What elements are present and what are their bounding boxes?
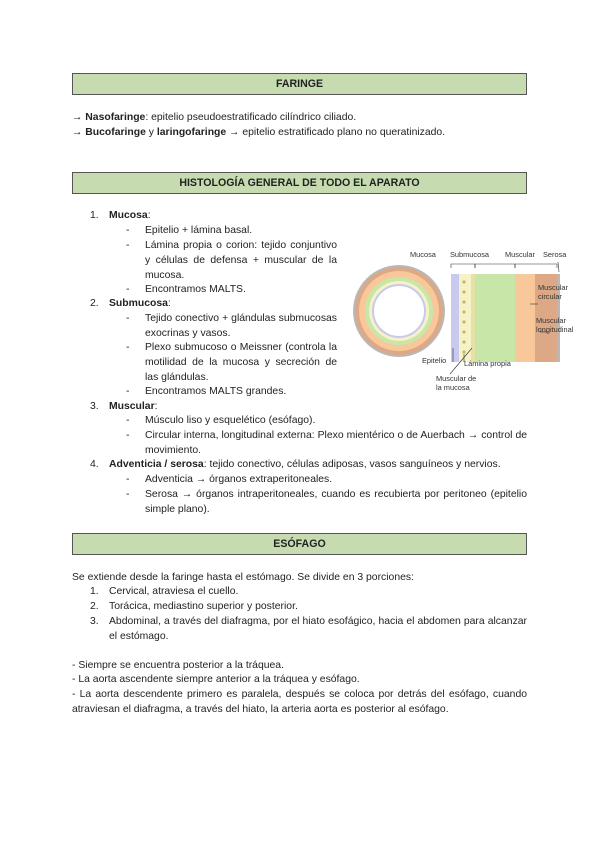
dash: - bbox=[126, 342, 130, 353]
label-muscular-circular: Muscular circular bbox=[538, 283, 568, 301]
item-number: 2. bbox=[90, 298, 99, 309]
item-rest: : bbox=[154, 401, 158, 412]
portion-abdominal: Abdominal, a través del diafragma, por el hiato esofágico, hacia el abdomen para alcanzar el estómago. bbox=[109, 616, 527, 642]
dash: - bbox=[126, 415, 130, 426]
term-nasofaringe: Nasofaringe bbox=[85, 112, 146, 123]
item-submucosa bbox=[109, 297, 171, 312]
bucofaringe-line bbox=[72, 126, 445, 141]
label-lamina-propia: Lámina propia bbox=[464, 359, 511, 368]
item-term: Submucosa bbox=[109, 298, 168, 309]
section-title: FARINGE bbox=[275, 78, 324, 90]
item-term: Adventicia / serosa bbox=[109, 459, 204, 470]
label-submucosa: Submucosa bbox=[450, 250, 490, 259]
item-number: 1. bbox=[90, 586, 99, 597]
sub-item: Serosa → órganos intraperitoneales, cuando es recubierta por peritoneo (epitelio simple plano). bbox=[145, 489, 527, 515]
item-mucosa bbox=[109, 209, 151, 224]
lumen bbox=[374, 286, 424, 336]
dash: - bbox=[126, 474, 130, 485]
dash: - bbox=[126, 489, 130, 500]
label-muscular-longitudinal: Muscular longitudinal bbox=[536, 316, 574, 334]
note: - La aorta ascendente siempre anterior a la tráquea y esófago. bbox=[72, 674, 360, 685]
sub-item: Plexo submucoso o Meissner (controla la motilidad de la mucosa y secreción de las glándulas. bbox=[145, 342, 337, 383]
item-rest: : bbox=[147, 210, 151, 221]
dash: - bbox=[126, 240, 130, 251]
sub-item: Encontramos MALTS. bbox=[145, 284, 246, 295]
item-term: Mucosa bbox=[109, 210, 148, 221]
dash: - bbox=[126, 225, 130, 236]
section-title: HISTOLOGÍA GENERAL DE TODO EL APARATO bbox=[179, 177, 420, 189]
item-number: 2. bbox=[90, 601, 99, 612]
label-muscular-mucosa: Muscular de la mucosa bbox=[436, 374, 477, 392]
esofago-intro: Se extiende desde la faringe hasta el estómago. Se divide en 3 porciones: bbox=[72, 572, 414, 583]
dash: - bbox=[126, 313, 130, 324]
item-rest: : bbox=[167, 298, 171, 309]
sub-item: Tejido conectivo + glándulas submucosas exocrinas y vasos. bbox=[145, 313, 337, 339]
label-serosa: Serosa bbox=[543, 250, 567, 259]
term-laringofaringe: laringofaringe bbox=[156, 127, 227, 138]
connector: y bbox=[145, 127, 157, 138]
section-header-esofago bbox=[72, 533, 527, 555]
layer-epitelio bbox=[451, 274, 459, 362]
layer-circular bbox=[515, 274, 535, 362]
section-header-faringe bbox=[72, 73, 527, 95]
section-header-histologia bbox=[72, 172, 527, 194]
term-bucofaringe: Bucofaringe bbox=[85, 127, 146, 138]
item-number: 3. bbox=[90, 401, 99, 412]
layer-lamina bbox=[459, 274, 471, 362]
sub-item: Adventicia → órganos extraperitoneales. bbox=[145, 474, 333, 485]
note: - La aorta descendente primero es paralela, después se coloca por detrás del esófago, cuando atraviesan el diafragma, a través del hiato, la arteria aorta es posterior al esófago. bbox=[72, 689, 527, 715]
label-mucosa: Mucosa bbox=[410, 250, 436, 259]
description: → epitelio estratificado plano no queratinizado. bbox=[226, 127, 446, 138]
dash: - bbox=[126, 386, 130, 397]
arrow: → bbox=[72, 112, 83, 123]
sub-item: Encontramos MALTS grandes. bbox=[145, 386, 287, 397]
nasofaringe-line bbox=[72, 111, 356, 126]
layer-submucosa bbox=[475, 274, 515, 362]
cross-section bbox=[353, 265, 445, 357]
item-number: 1. bbox=[90, 210, 99, 221]
item-muscular bbox=[109, 400, 158, 415]
item-rest: : tejido conectivo, células adiposas, vasos sanguíneos y nervios. bbox=[203, 459, 501, 470]
histology-diagram bbox=[350, 244, 574, 396]
item-term: Muscular bbox=[109, 401, 155, 412]
portion-cervical: Cervical, atraviesa el cuello. bbox=[109, 586, 239, 597]
dash: - bbox=[126, 284, 130, 295]
item-adventicia bbox=[109, 458, 501, 473]
label-epitelio: Epitelio bbox=[422, 356, 447, 365]
dash: - bbox=[126, 430, 130, 441]
label-muscular: Muscular bbox=[505, 250, 535, 259]
sub-item: Lámina propia o corion: tejido conjuntivo y células de defensa + muscular de la mucosa. bbox=[145, 240, 337, 281]
sub-item: Circular interna, longitudinal externa: Plexo mientérico o de Auerbach → control de movimiento. bbox=[145, 430, 527, 456]
sub-item: Epitelio + lámina basal. bbox=[145, 225, 253, 236]
note: - Siempre se encuentra posterior a la tráquea. bbox=[72, 660, 284, 671]
arrow: → bbox=[72, 127, 83, 138]
item-number: 4. bbox=[90, 459, 99, 470]
description: : epitelio pseudoestratificado cilíndrico ciliado. bbox=[145, 112, 357, 123]
section-title: ESÓFAGO bbox=[273, 538, 326, 550]
item-number: 3. bbox=[90, 616, 99, 627]
portion-toracica: Torácica, mediastino superior y posterior. bbox=[109, 601, 298, 612]
sub-item: Músculo liso y esquelético (esófago). bbox=[145, 415, 316, 426]
